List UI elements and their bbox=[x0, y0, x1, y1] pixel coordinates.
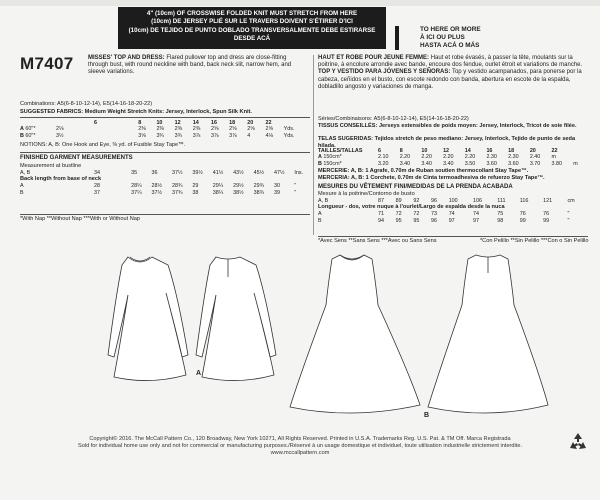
table-row: 6 8 10 12 14 16 18 20 22 bbox=[94, 120, 272, 126]
recycle-icon bbox=[566, 430, 590, 454]
english-footnote: *With Nap **Without Nap ***With or Without Nap bbox=[20, 216, 141, 222]
view-b-front-illustration bbox=[290, 255, 420, 413]
french-measure-title: MESURES DU VÊTEMENT FINI/MEDIDAS DE LA PRENDA ACABADA bbox=[318, 184, 513, 190]
table-row: A, B 34 35 36 37½ 39½ 41½ 43½ 45½ 47½ Ins. bbox=[20, 170, 304, 176]
divider bbox=[20, 152, 310, 153]
divider bbox=[20, 117, 310, 118]
view-b-label: B bbox=[424, 412, 430, 419]
table-row: A 60"* 2⅛ 2⅜ 2⅜ 2⅜ 2⅜ 2⅝ 2⅝ 2⅝ 2⅝ Yds. bbox=[20, 126, 295, 133]
spanish-fabrics-label: TELAS SUGERIDAS: bbox=[318, 136, 374, 142]
french-description: Haut et robe évasés, à passer la tête, moulants sur la poitrine, à encolure arrondie avec bande, encoure dos fendue, ourlet étroit et variations de manche. bbox=[318, 55, 583, 69]
spanish-merceria: MERCERIA: A, B: 1 Corchete, 0.70m de Cinta termoadhesiva de refuerzo Stay Tape™. bbox=[318, 175, 545, 181]
table-row: B 150cm* 3.20 3.40 3.40 3.40 3.50 3.60 3.60 3.70 3.80 m bbox=[318, 160, 578, 167]
divider bbox=[20, 214, 310, 215]
french-title: HAUT ET ROBE POUR JEUNE FEMME: bbox=[318, 55, 430, 61]
spanish-description: Top y vestido acampanados, para ponerse por la cabeza, ceñidos en el busto, con escote redondo con banda, abertura en escote de la espalda, dobladillo angosto y variaciones de manga. bbox=[318, 69, 582, 90]
table-row: A 71 72 72 73 74 74 75 76 76 " bbox=[318, 211, 570, 218]
english-title: MISSES' TOP AND DRESS: bbox=[88, 55, 165, 61]
view-a-back-illustration bbox=[196, 257, 276, 381]
website-line: www.mccallpattern.com bbox=[270, 450, 330, 457]
french-footnote: *Avec Sens **Sans Sens ***Avec ou Sans Sens bbox=[318, 238, 437, 244]
stretch-gauge-end-bar bbox=[395, 26, 399, 50]
english-combinations: Combinations: A5(6-8-10-12-14), E5(14-16-18-20-22) bbox=[20, 101, 153, 107]
french-fabrics bbox=[318, 123, 588, 130]
french-measure-bust: Mesure à la poitrine/Contorno de busto bbox=[318, 191, 415, 197]
english-fabrics bbox=[20, 109, 310, 116]
english-yardage-table bbox=[20, 120, 312, 139]
spanish-title: TOP Y VESTIDO PARA JÓVENES Y SEÑORAS: bbox=[318, 69, 451, 76]
stretch-gauge-target bbox=[420, 26, 506, 49]
table-row: B 94 95 95 96 97 97 98 99 99 " bbox=[318, 217, 570, 224]
garment-illustrations bbox=[0, 245, 600, 435]
french-mercerie: MERCERIE: A, B: 1 Agrafe, 0.70m de Ruban soutien thermocollant Stay Tape™. bbox=[318, 168, 529, 174]
stretch-line-es: (10cm) DE TEJIDO DE PUNTO DOBLADO TRANSVERSALMENTE DEBE ESTIRARSE DESDE ACÁ bbox=[128, 26, 376, 43]
copyright-line: Copyright© 2016. The McCall Pattern Co., 120 Broadway, New York 10271, All Rights Reserved. Printed in U.S.A. Trademarks Reg. U.S. Pat. & TM Off. Marca Registrada bbox=[89, 436, 511, 442]
french-combinations: Séries/Combinaisons: A5(6-8-10-12-14), E5(14-16-18-20-22) bbox=[318, 116, 469, 122]
french-spanish-column bbox=[318, 55, 588, 91]
spanish-footnote: *Con Pelillo **Sin Pelillo ***Con o Sin Pelillo bbox=[480, 238, 589, 244]
french-yardage-table bbox=[318, 148, 588, 167]
here-line-es: HASTA ACÁ O MÁS bbox=[420, 41, 480, 49]
english-description: Flared pullover top and dress are close-fitting through bust, with round neckline with band, back neck slit, narrow hem, and sleeve variations. bbox=[88, 55, 292, 76]
view-b-back-illustration bbox=[428, 255, 548, 413]
english-column bbox=[88, 55, 303, 77]
here-line-fr: À ICI OU PLUS bbox=[420, 33, 465, 41]
stretch-gauge-box bbox=[118, 7, 386, 49]
top-strip bbox=[0, 0, 600, 6]
french-fabrics-label: TISSUS CONSEILLÉS: bbox=[318, 123, 378, 129]
stretch-line-en: 4" (10cm) OF CROSSWISE FOLDED KNIT MUST STRETCH FROM HERE bbox=[146, 10, 358, 17]
english-back-length: Back length from base of neck bbox=[20, 176, 102, 183]
english-fabrics-text: Medium Weight Stretch Knits: Jersey, Interlock, Spun Silk Knit. bbox=[84, 109, 252, 115]
english-measure-bust: Measurement at bustline bbox=[20, 163, 82, 169]
table-row: B 37 37¼ 37½ 37¾ 38 38¼ 38½ 38¾ 39 " bbox=[20, 189, 297, 196]
english-notions: NOTIONS: A, B: One Hook and Eye, ⅜ yd. of Fusible Stay Tape™. bbox=[20, 142, 186, 148]
here-line-en: TO HERE OR MORE bbox=[420, 26, 481, 33]
french-notions bbox=[318, 168, 593, 182]
view-a-front-illustration bbox=[108, 257, 188, 381]
french-measure-table bbox=[318, 198, 588, 224]
spanish-fabrics-text: Tejidos stretch de peso mediano: Jersey, Interlock, Tejido de punto de seda hilada. bbox=[318, 136, 576, 149]
table-row: A 28 28¼ 28½ 28¾ 29 29¼ 29½ 29¾ 30 " bbox=[20, 183, 297, 190]
english-fabrics-label: SUGGESTED FABRICS: bbox=[20, 109, 84, 115]
french-fabrics-text: Jerseys extensibles de poids moyen: Jersey, Interlock, Tricot de soie filée. bbox=[378, 123, 577, 129]
english-measure-table bbox=[20, 170, 312, 196]
table-row: B 60"* 3½ 3⅝ 3¾ 3¾ 3⅞ 3⅞ 3⅞ 4 4⅛ Yds. bbox=[20, 132, 295, 139]
table-row: TAILLES/TALLAS 6 8 10 12 14 16 18 20 22 bbox=[318, 148, 558, 154]
usage-line: Sold for individual home use only and not for commercial or manufacturing purposes./Réservé à un usage domestique et individuel, toute utilisation industrielle strictement interdite. bbox=[77, 443, 522, 450]
pattern-number: M7407 bbox=[20, 54, 74, 73]
copyright-footer bbox=[0, 436, 600, 458]
view-a-label: A bbox=[196, 370, 202, 377]
table-row: A, B 87 89 92 96 100 106 111 116 121 cm bbox=[318, 198, 575, 204]
french-back-length: Longueur - dos, votre nuque à l'ourlet/Largo de espalda desde la nuca bbox=[318, 204, 505, 211]
stretch-line-fr: (10cm) DE JERSEY PLIÉ SUR LE TRAVERS DOIVENT S'ÉTIRER D'ICI bbox=[151, 18, 353, 26]
english-measure-title: FINISHED GARMENT MEASUREMENTS bbox=[20, 155, 133, 161]
divider bbox=[318, 236, 588, 237]
column-divider bbox=[313, 55, 314, 235]
table-row: A 150cm* 2.10 2.20 2.20 2.20 2.20 2.30 2.30 2.40 m bbox=[318, 154, 556, 161]
